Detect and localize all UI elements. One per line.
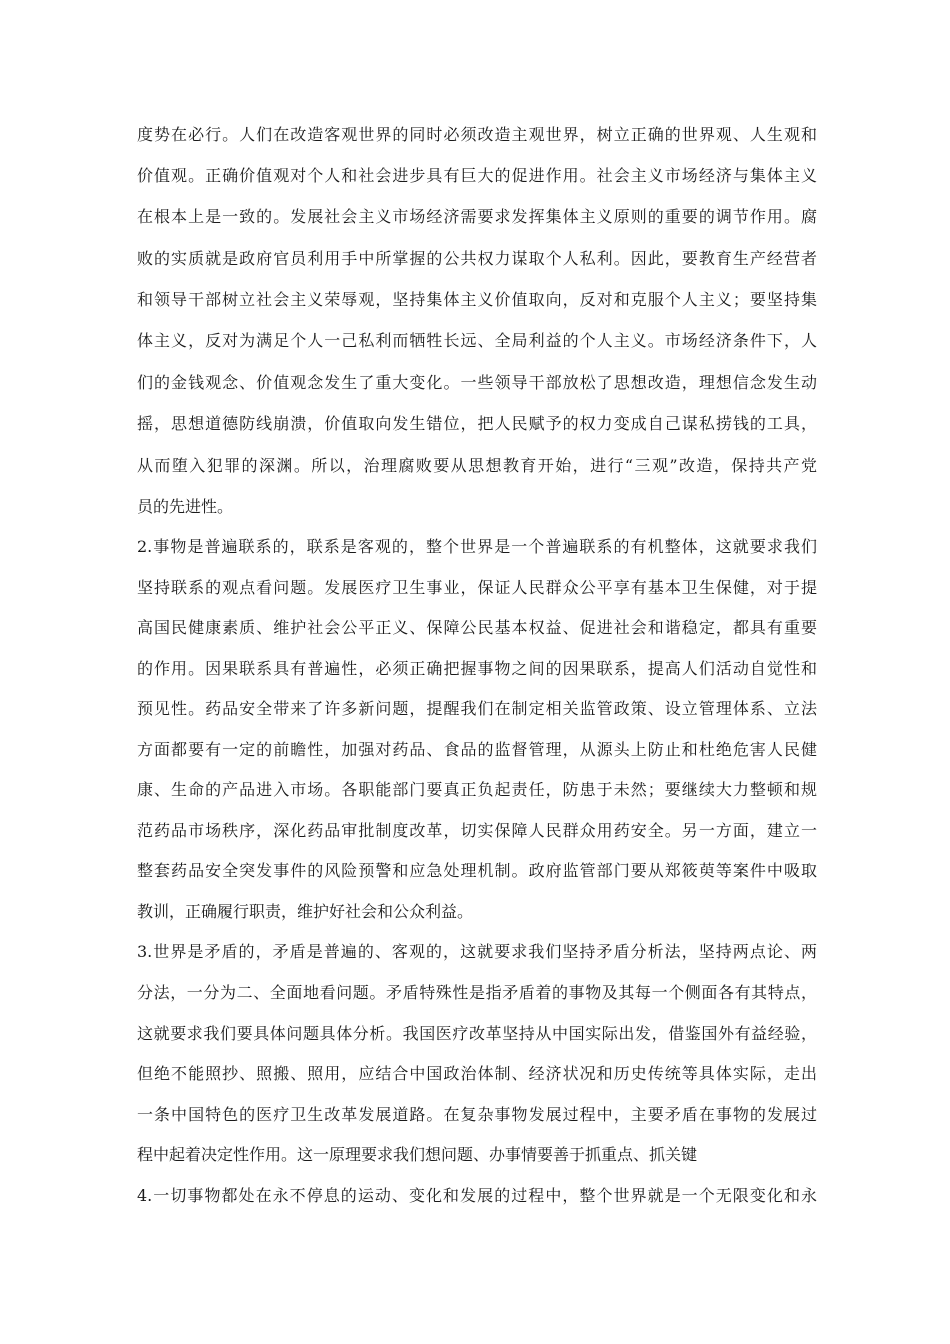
paragraph-line: 程中起着决定性作用。这一原理要求我们想问题、办事情要善于抓重点、抓关键 [137, 1145, 698, 1164]
paragraph-line: 高国民健康素质、维护社会公平正义、保障公民基本权益、促进社会和谐稳定，都具有重要 [137, 618, 817, 637]
paragraph-line: 度势在必行。人们在改造客观世界的同时必须改造主观世界，树立正确的世界观、人生观和 [137, 125, 817, 144]
paragraph-line: 坚持联系的观点看问题。发展医疗卫生事业，保证人民群众公平享有基本卫生保健，对于提 [137, 578, 817, 597]
paragraph-line: 体主义，反对为满足个人一己私利而牺牲长远、全局利益的个人主义。市场经济条件下，人 [137, 331, 817, 350]
paragraph-line: 但绝不能照抄、照搬、照用，应结合中国政治体制、经济状况和历史传统等具体实际，走出 [137, 1064, 817, 1083]
paragraph-line: 预见性。药品安全带来了许多新问题，提醒我们在制定相关监管政策、设立管理体系、立法 [137, 699, 817, 718]
paragraph-line: 败的实质就是政府官员利用手中所掌握的公共权力谋取个人私利。因此，要教育生产经营者 [137, 249, 817, 268]
paragraph-line: 2.事物是普遍联系的，联系是客观的，整个世界是一个普遍联系的有机整体，这就要求我们 [137, 537, 817, 556]
paragraph-line: 一条中国特色的医疗卫生改革发展道路。在复杂事物发展过程中，主要矛盾在事物的发展过 [137, 1105, 817, 1124]
paragraph-line: 康、生命的产品进入市场。各职能部门要真正负起责任，防患于未然；要继续大力整顿和规 [137, 780, 817, 799]
paragraph-line: 们的金钱观念、价值观念发生了重大变化。一些领导干部放松了思想改造，理想信念发生动 [137, 373, 817, 392]
paragraph-line: 教训，正确履行职责，维护好社会和公众利益。 [137, 902, 474, 921]
paragraph-line: 4.一切事物都处在永不停息的运动、变化和发展的过程中，整个世界就是一个无限变化和永 [137, 1186, 817, 1205]
paragraph-line: 的作用。因果联系具有普遍性，必须正确把握事物之间的因果联系，提高人们活动自觉性和 [137, 659, 817, 678]
paragraph-line: 在根本上是一致的。发展社会主义市场经济需要求发挥集体主义原则的重要的调节作用。腐 [137, 207, 817, 226]
paragraph-line: 整套药品安全突发事件的风险预警和应急处理机制。政府监管部门要从郑筱萸等案件中吸取 [137, 861, 817, 880]
paragraph-line: 分法，一分为二、全面地看问题。矛盾特殊性是指矛盾着的事物及其每一个侧面各有其特点， [137, 983, 817, 1002]
paragraph-line: 价值观。正确价值观对个人和社会进步具有巨大的促进作用。社会主义市场经济与集体主义 [137, 166, 817, 185]
paragraph-line: 3.世界是矛盾的，矛盾是普遍的、客观的，这就要求我们坚持矛盾分析法，坚持两点论、两 [137, 942, 817, 961]
paragraph-line: 从而堕入犯罪的深渊。所以，治理腐败要从思想教育开始，进行“三观”改造，保持共产党 [137, 456, 817, 475]
paragraph-line: 方面都要有一定的前瞻性，加强对药品、食品的监督管理，从源头上防止和杜绝危害人民健 [137, 740, 817, 759]
paragraph-line: 和领导干部树立社会主义荣辱观，坚持集体主义价值取向，反对和克服个人主义；要坚持集 [137, 290, 817, 309]
paragraph-line: 范药品市场秩序，深化药品审批制度改革，切实保障人民群众用药安全。另一方面，建立一 [137, 821, 817, 840]
paragraph-line: 摇，思想道德防线崩溃，价值取向发生错位，把人民赋予的权力变成自己谋私捞钱的工具， [137, 414, 817, 433]
paragraph-line: 这就要求我们要具体问题具体分析。我国医疗改革坚持从中国实际出发，借鉴国外有益经验， [137, 1024, 817, 1043]
paragraph-line: 员的先进性。 [137, 497, 234, 516]
